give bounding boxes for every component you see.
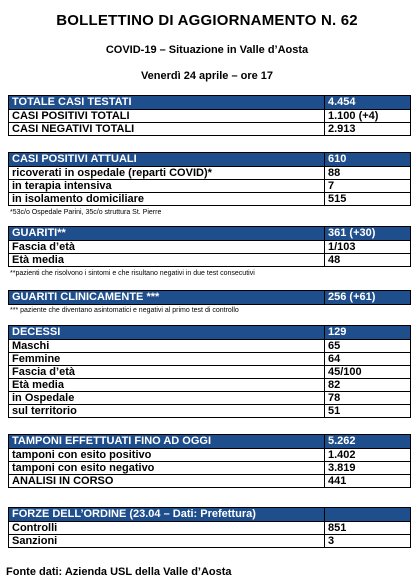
bulletin-date: Venerdì 24 aprile – ore 17 xyxy=(140,70,274,82)
table-row xyxy=(9,241,411,254)
clinically-recovered-table xyxy=(8,290,411,305)
clinically-recovered-footnote: *** paziente che diventano asintomatici e negativi al primo test di controllo xyxy=(10,307,239,314)
table-row xyxy=(9,254,411,267)
swabs-table xyxy=(8,434,411,488)
deaths-table xyxy=(8,325,411,418)
row-value: 45/100 xyxy=(325,366,411,379)
table-header-row xyxy=(9,153,411,167)
row-value: 361 (+30) xyxy=(325,227,411,241)
row-value: 441 xyxy=(325,475,411,488)
table-row xyxy=(9,475,411,488)
row-value: 65 xyxy=(325,340,411,353)
row-value: 4.454 xyxy=(325,96,411,110)
tested-cases-table xyxy=(8,95,411,136)
row-label: Età media xyxy=(9,254,325,267)
police-checks-table xyxy=(8,507,411,548)
row-value: 851 xyxy=(325,522,411,535)
table-row xyxy=(9,449,411,462)
table-row xyxy=(9,167,411,180)
row-value: 88 xyxy=(325,167,411,180)
row-value: 78 xyxy=(325,392,411,405)
table-row xyxy=(9,392,411,405)
row-value: 3.819 xyxy=(325,462,411,475)
row-label: Femmine xyxy=(9,353,325,366)
bulletin-subtitle: COVID-19 – Situazione in Valle d’Aosta xyxy=(105,44,309,56)
row-value: 3 xyxy=(325,535,411,548)
row-label: tamponi con esito positivo xyxy=(9,449,325,462)
table-row xyxy=(9,180,411,193)
row-value: 7 xyxy=(325,180,411,193)
row-label: Controlli xyxy=(9,522,325,535)
table-row xyxy=(9,123,411,136)
row-label: in Ospedale xyxy=(9,392,325,405)
row-value: 64 xyxy=(325,353,411,366)
row-label: sul territorio xyxy=(9,405,325,418)
row-label: Età media xyxy=(9,379,325,392)
table-row xyxy=(9,405,411,418)
row-label: in isolamento domiciliare xyxy=(9,193,325,206)
hospital-footnote: *53c/o Ospedale Parini, 35c/o struttura St. Pierre xyxy=(10,209,162,216)
row-value: 129 xyxy=(325,326,411,340)
row-label: CASI POSITIVI TOTALI xyxy=(9,110,325,123)
row-value: 1/103 xyxy=(325,241,411,254)
data-source: Fonte dati: Azienda USL della Valle d’Aosta xyxy=(6,566,232,578)
row-value: 1.100 (+4) xyxy=(325,110,411,123)
table-row xyxy=(9,366,411,379)
current-positives-table xyxy=(8,152,411,206)
row-label: Fascia d’età xyxy=(9,366,325,379)
row-label: TAMPONI EFFETTUATI FINO AD OGGI xyxy=(9,435,325,449)
row-value: 5.262 xyxy=(325,435,411,449)
table-row xyxy=(9,353,411,366)
row-value: 610 xyxy=(325,153,411,167)
recovered-table xyxy=(8,226,411,267)
recovered-footnote: **pazienti che risolvono i sintomi e che risultano negativi in due test consecutivi xyxy=(10,270,255,277)
bulletin-title: BOLLETTINO DI AGGIORNAMENTO N. 62 xyxy=(56,12,358,29)
row-value: 2.913 xyxy=(325,123,411,136)
table-header-row xyxy=(9,291,411,305)
row-label: ANALISI IN CORSO xyxy=(9,475,325,488)
row-label: Sanzioni xyxy=(9,535,325,548)
row-label: CASI POSITIVI ATTUALI xyxy=(9,153,325,167)
row-label: tamponi con esito negativo xyxy=(9,462,325,475)
row-label: Maschi xyxy=(9,340,325,353)
table-header-row xyxy=(9,96,411,110)
row-label: ricoverati in ospedale (reparti COVID)* xyxy=(9,167,325,180)
row-label: CASI NEGATIVI TOTALI xyxy=(9,123,325,136)
table-row xyxy=(9,340,411,353)
table-header-row xyxy=(9,326,411,340)
row-value: 48 xyxy=(325,254,411,267)
table-row xyxy=(9,110,411,123)
table-header-row xyxy=(9,435,411,449)
row-value: 51 xyxy=(325,405,411,418)
table-row xyxy=(9,522,411,535)
row-label: Fascia d’età xyxy=(9,241,325,254)
table-row xyxy=(9,462,411,475)
row-value: 1.402 xyxy=(325,449,411,462)
table-row xyxy=(9,379,411,392)
row-label: GUARITI** xyxy=(9,227,325,241)
table-row xyxy=(9,535,411,548)
table-header-row xyxy=(9,508,411,522)
row-label: FORZE DELL’ORDINE (23.04 – Dati: Prefettura) xyxy=(9,508,325,522)
table-header-row xyxy=(9,227,411,241)
row-value xyxy=(325,508,411,522)
row-value: 82 xyxy=(325,379,411,392)
row-label: DECESSI xyxy=(9,326,325,340)
row-label: in terapia intensiva xyxy=(9,180,325,193)
row-label: TOTALE CASI TESTATI xyxy=(9,96,325,110)
table-row xyxy=(9,193,411,206)
row-value: 515 xyxy=(325,193,411,206)
row-value: 256 (+61) xyxy=(325,291,411,305)
row-label: GUARITI CLINICAMENTE *** xyxy=(9,291,325,305)
